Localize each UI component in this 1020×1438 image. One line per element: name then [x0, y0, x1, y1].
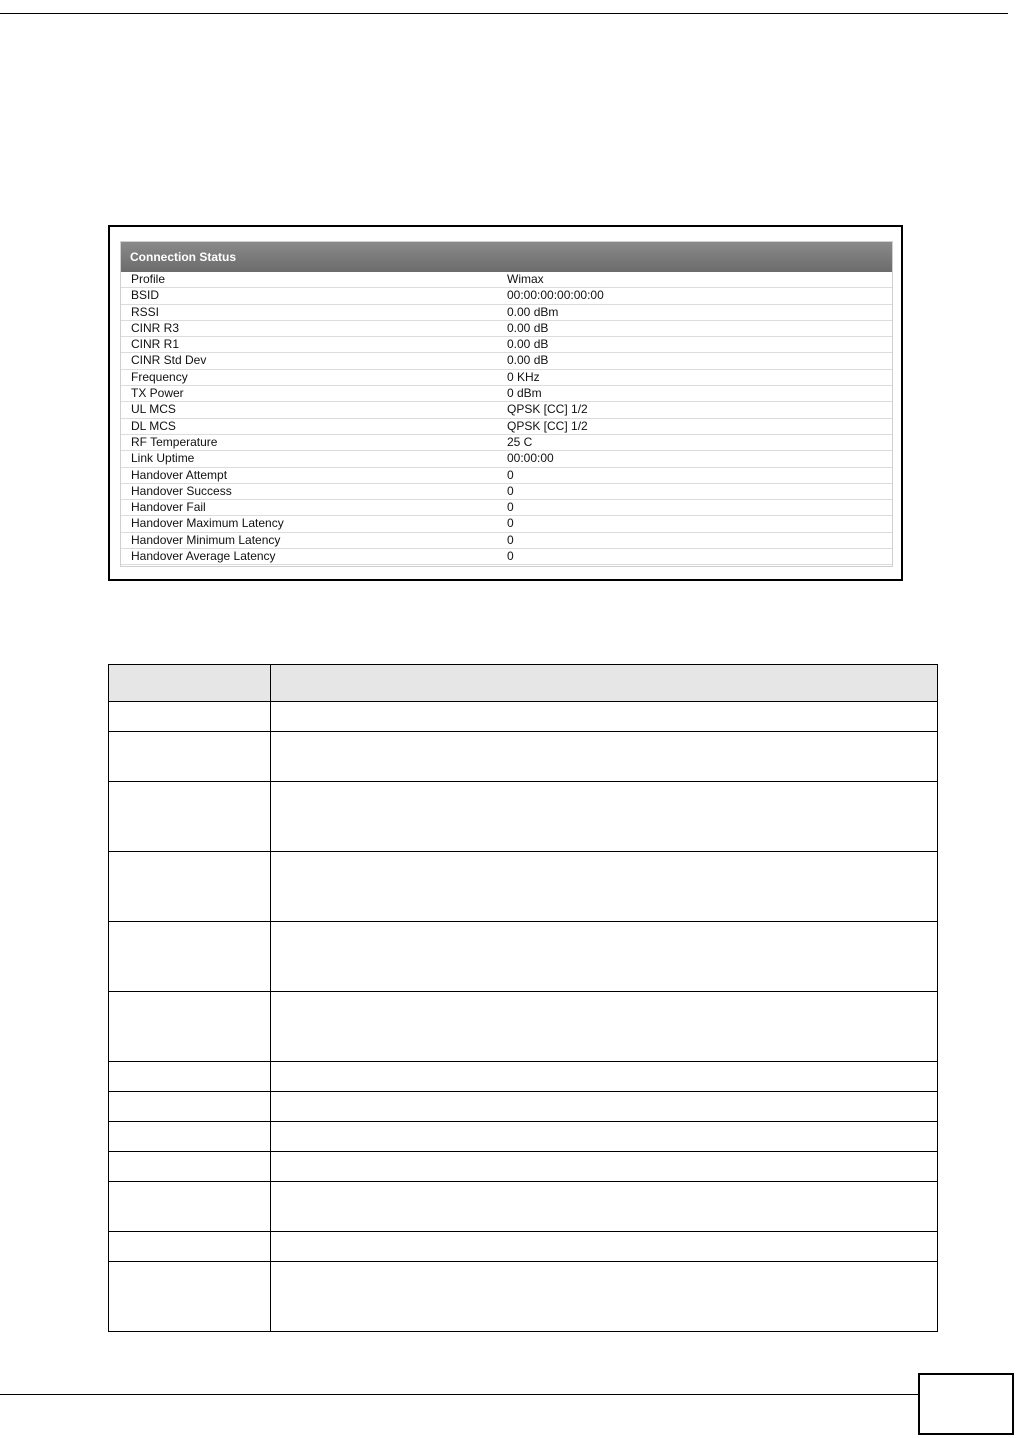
description-cell: [271, 1152, 938, 1182]
label-cell: [109, 1232, 271, 1262]
status-row-value: 0: [507, 500, 514, 515]
label-cell: [109, 1152, 271, 1182]
table-row: [109, 1062, 938, 1092]
status-row-value: QPSK [CC] 1/2: [507, 402, 588, 417]
label-cell: [109, 1182, 271, 1232]
description-cell: [271, 1262, 938, 1332]
table-row: [109, 1182, 938, 1232]
label-cell: [109, 852, 271, 922]
status-row-label: Profile: [131, 272, 166, 286]
status-row: [121, 419, 892, 435]
screenshot-figure: [108, 225, 903, 581]
description-column-header: [271, 665, 938, 702]
description-cell: [271, 1232, 938, 1262]
description-cell: [271, 1122, 938, 1152]
description-cell: [271, 852, 938, 922]
status-row-label: Handover Average Latency: [131, 549, 276, 564]
table-header-row: [109, 665, 938, 702]
table-body: [109, 702, 938, 1332]
footer-rule: [0, 1394, 918, 1395]
label-cell: [109, 732, 271, 782]
label-cell: [109, 992, 271, 1062]
table-row: [109, 1092, 938, 1122]
table-row: [109, 852, 938, 922]
status-row-value: QPSK [CC] 1/2: [507, 418, 588, 433]
status-row-label: CINR Std Dev: [131, 353, 207, 368]
status-row: [121, 451, 892, 467]
table-row: [109, 992, 938, 1062]
label-cell: [109, 702, 271, 732]
status-row-value: 0 KHz: [507, 369, 540, 384]
field-description-table: [108, 664, 938, 1332]
status-row-value: 0.00 dB: [507, 353, 549, 368]
status-row-value: 0.00 dB: [507, 320, 549, 335]
status-row: [121, 533, 892, 549]
connection-status-list: [121, 272, 892, 565]
status-row-value: 0: [507, 549, 514, 564]
status-row-value: 25 C: [507, 434, 533, 449]
header-rule: [0, 13, 1008, 14]
label-cell: [109, 1062, 271, 1092]
connection-status-title: Connection Status: [121, 242, 892, 272]
description-cell: [271, 992, 938, 1062]
description-cell: [271, 702, 938, 732]
description-cell: [271, 1092, 938, 1122]
description-cell: [271, 732, 938, 782]
status-row-value: 0 dBm: [507, 386, 542, 401]
status-row-value: 0: [507, 483, 514, 498]
table-row: [109, 1152, 938, 1182]
label-column-header: [109, 665, 271, 702]
status-row-label: TX Power: [131, 386, 184, 401]
status-row: [121, 516, 892, 532]
status-row-value: 0.00 dB: [507, 337, 549, 352]
status-row-label: Handover Maximum Latency: [131, 516, 284, 531]
page-number-box: [918, 1373, 1014, 1435]
status-row-label: Handover Minimum Latency: [131, 532, 281, 547]
status-row: [121, 305, 892, 321]
status-row-label: Handover Fail: [131, 500, 206, 515]
label-cell: [109, 782, 271, 852]
status-row-label: RSSI: [131, 304, 160, 319]
status-row-label: Handover Attempt: [131, 467, 228, 482]
status-row-value: 0: [507, 532, 514, 547]
table-row: [109, 922, 938, 992]
status-row: [121, 468, 892, 484]
label-cell: [109, 1262, 271, 1332]
description-cell: [271, 1182, 938, 1232]
status-row: [121, 386, 892, 402]
status-row-value: 0.00 dBm: [507, 304, 559, 319]
status-row-label: CINR R1: [131, 337, 180, 352]
description-cell: [271, 1062, 938, 1092]
table-row: [109, 1122, 938, 1152]
status-row: [121, 353, 892, 369]
description-cell: [271, 782, 938, 852]
label-cell: [109, 922, 271, 992]
status-row-value: 00:00:00: [507, 451, 554, 466]
status-row-label: DL MCS: [131, 418, 176, 433]
status-row: [121, 337, 892, 353]
status-row: [121, 484, 892, 500]
table-row: [109, 1232, 938, 1262]
status-row: [121, 321, 892, 337]
description-cell: [271, 922, 938, 992]
status-row-label: BSID: [131, 288, 160, 303]
status-row-value: 0: [507, 516, 514, 531]
status-row: [121, 370, 892, 386]
status-row-label: RF Temperature: [131, 434, 218, 449]
table-row: [109, 732, 938, 782]
status-row-value: 0: [507, 467, 514, 482]
status-row-label: Handover Success: [131, 483, 232, 498]
status-row-label: CINR R3: [131, 320, 180, 335]
status-row: [121, 549, 892, 565]
status-row-value: Wimax: [507, 272, 544, 286]
status-row: [121, 288, 892, 304]
status-row: [121, 272, 892, 288]
status-row-label: Link Uptime: [131, 451, 195, 466]
status-row: [121, 435, 892, 451]
table-row: [109, 782, 938, 852]
status-row-label: UL MCS: [131, 402, 176, 417]
table-row: [109, 1262, 938, 1332]
status-row: [121, 402, 892, 418]
connection-status-panel: [120, 241, 893, 567]
label-cell: [109, 1092, 271, 1122]
status-row-value: 00:00:00:00:00:00: [507, 288, 604, 303]
label-cell: [109, 1122, 271, 1152]
status-row-label: Frequency: [131, 369, 188, 384]
status-row: [121, 500, 892, 516]
table-row: [109, 702, 938, 732]
